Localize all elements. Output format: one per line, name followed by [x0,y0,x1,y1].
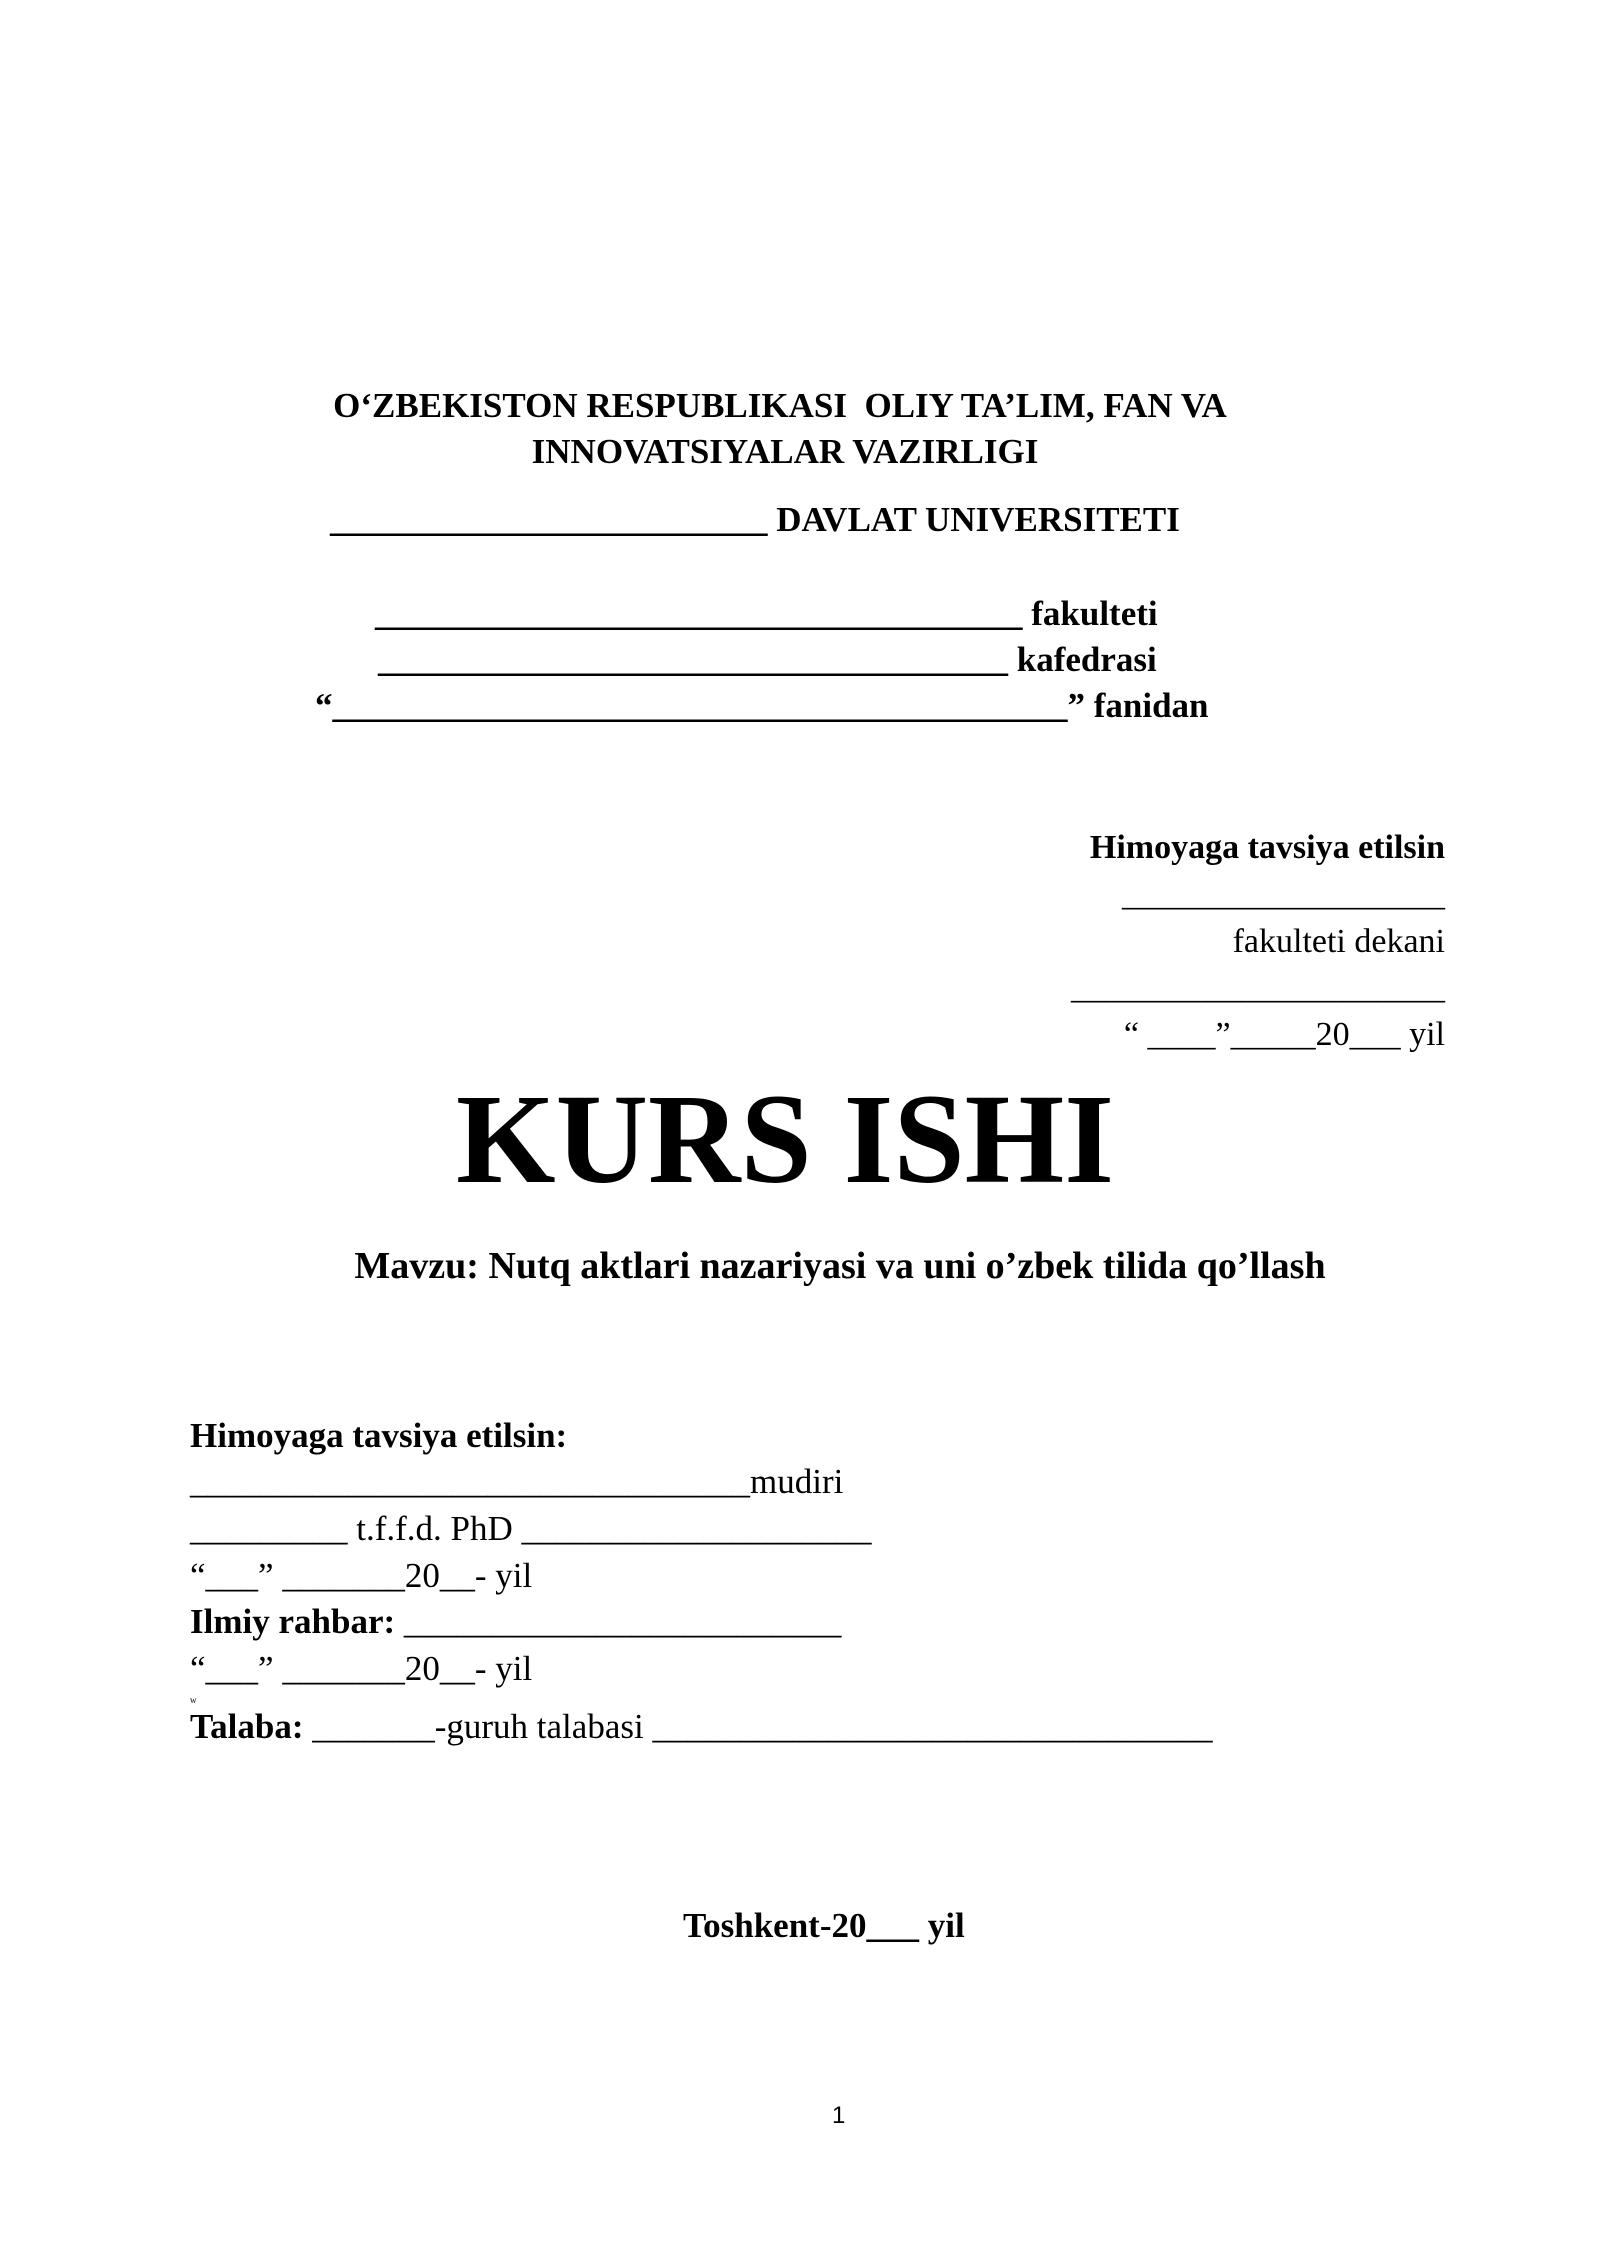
university-line: _________________________ DAVLAT UNIVERSITETI [330,500,1180,539]
student-label: Talaba: [190,1707,304,1746]
page-number: 1 [832,2102,846,2129]
topic-line: Mavzu: Nutq aktlari nazariyasi va uni o’zbek tilida qo’llash [354,1245,1326,1287]
small-mark: w [190,1695,197,1705]
recommendation-heading: Himoyaga tavsiya etilsin: [190,1416,568,1455]
dean-date-line: “ ____”_____20___ yil [1123,1016,1445,1053]
supervisor-line: _________________________ [395,1602,842,1641]
dean-role: fakulteti dekani [1232,923,1445,960]
subject-line: “__________________________________________” fanidan [315,686,1209,725]
degree-line: _________ t.f.f.d. PhD ____________________ [190,1509,872,1548]
recommendation-date-line: “___” _______20__- yil [190,1556,533,1595]
faculty-line: _____________________________________ fakulteti [375,594,1158,633]
dean-approval-heading: Himoyaga tavsiya etilsin [1089,829,1445,866]
department-line: ____________________________________ kafedrasi [378,640,1157,679]
ministry-line-2: INNOVATSIYALAR VAZIRLIGI [531,432,1039,471]
supervisor-row [190,1602,841,1642]
student-line: _______-guruh talabasi ________________________________ [303,1707,1213,1746]
dean-name-line: ______________________ [1071,969,1445,1006]
supervisor-date-line: “___” _______20__- yil [190,1649,533,1688]
document-title: KURS ISHI [456,1068,1114,1210]
department-head-line: ________________________________mudiri [190,1462,844,1501]
city-year: Toshkent-20___ yil [683,1906,965,1945]
dean-signature-line: ___________________ [1122,876,1445,913]
ministry-line-1: O‘ZBEKISTON RESPUBLIKASI OLIY TA’LIM, FAN VA [333,386,1227,425]
supervisor-label: Ilmiy rahbar: [190,1602,396,1641]
student-row [190,1707,1212,1747]
